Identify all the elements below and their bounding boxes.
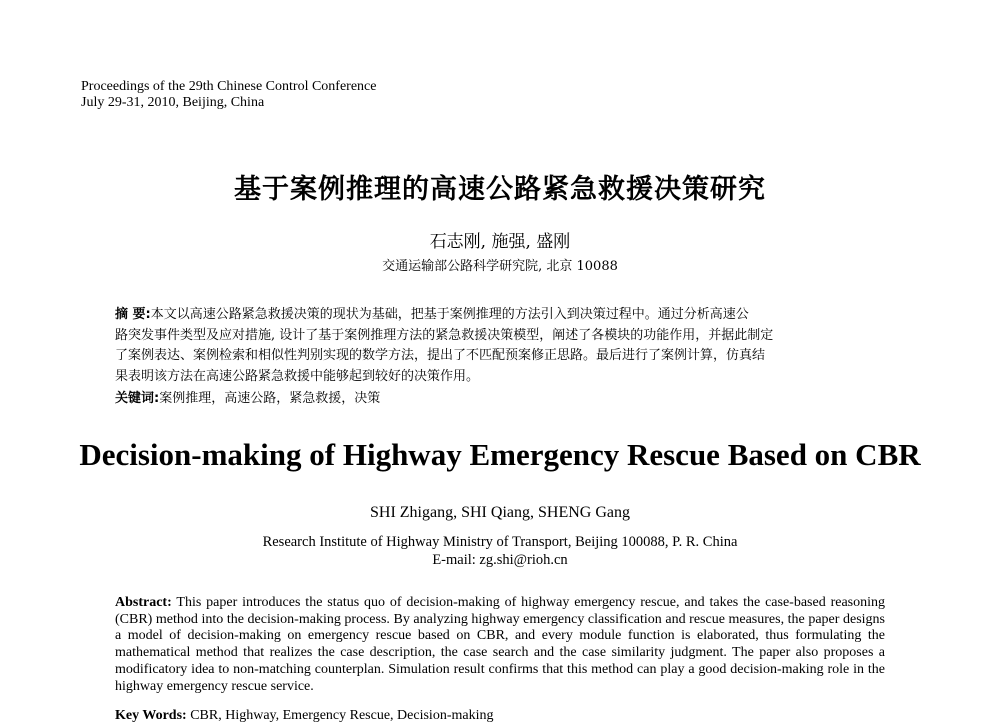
chinese-abstract-line: 了案例表达、案例检索和相似性判别实现的数学方法，提出了不匹配预案修正思路。最后进行了案例计算，仿真结 — [115, 348, 766, 363]
english-abstract — [115, 595, 885, 695]
chinese-abstract-label: 摘 要: — [115, 307, 151, 322]
chinese-abstract-line: 果表明该方法在高速公路紧急救援中能够起到较好的决策作用。 — [115, 368, 480, 384]
chinese-abstract-line: 路突发事件类型及应对措施, 设计了基于案例推理方法的紧急救援决策模型，阐述了各模块的功能作用，并据此制定 — [115, 327, 774, 343]
english-keywords — [115, 708, 493, 724]
english-authors: SHI Zhigang, SHI Qiang, SHENG Gang — [370, 504, 630, 521]
english-email: E-mail: zg.shi@rioh.cn — [432, 552, 568, 568]
chinese-title: 基于案例推理的高速公路紧急救援决策研究 — [234, 174, 766, 205]
conference-date-location: July 29-31, 2010, Beijing, China — [81, 95, 265, 110]
english-abstract-label: Abstract: — [115, 595, 172, 610]
english-title: Decision-making of Highway Emergency Rescue Based on CBR — [79, 437, 921, 472]
chinese-affiliation: 交通运输部公路科学研究院, 北京 10088 — [382, 259, 618, 274]
chinese-abstract — [115, 305, 885, 387]
english-keywords-label: Key Words: — [115, 708, 187, 723]
conference-name: Proceedings of the 29th Chinese Control Conference — [81, 79, 377, 94]
conference-header — [81, 79, 376, 111]
chinese-abstract-line: 摘 要:本文以高速公路紧急救援决策的现状为基础，把基于案例推理的方法引入到决策过程中。通过分析高速公 — [115, 307, 749, 322]
english-keywords-text: CBR, Highway, Emergency Rescue, Decision-making — [190, 708, 494, 723]
english-affiliation: Research Institute of Highway Ministry of Transport, Beijing 100088, P. R. China — [262, 534, 738, 550]
chinese-authors: 石志刚, 施强, 盛刚 — [429, 232, 571, 252]
chinese-keywords-label: 关键词: — [115, 391, 160, 406]
chinese-keywords-text: 案例推理，高速公路，紧急救援，决策 — [159, 391, 381, 406]
chinese-keywords — [115, 389, 380, 409]
english-abstract-text: This paper introduces the status quo of decision-making of highway emergency rescue, and takes the case-based reasoning (CBR) method into the decision-making process. By analyzing highway emergency classification and rescue measures, the paper designs a model of decision-making on emergency rescue based on CBR, and every module function is elaborated, thus formulating the mathematical method that realizes the case description, the case search and the case similarity judgment. The paper also proposes a modificatory idea to non-matching counterplan. Simulation result confirms that this method can play a good decision-making role in the highway emergency rescue service. — [115, 595, 886, 694]
